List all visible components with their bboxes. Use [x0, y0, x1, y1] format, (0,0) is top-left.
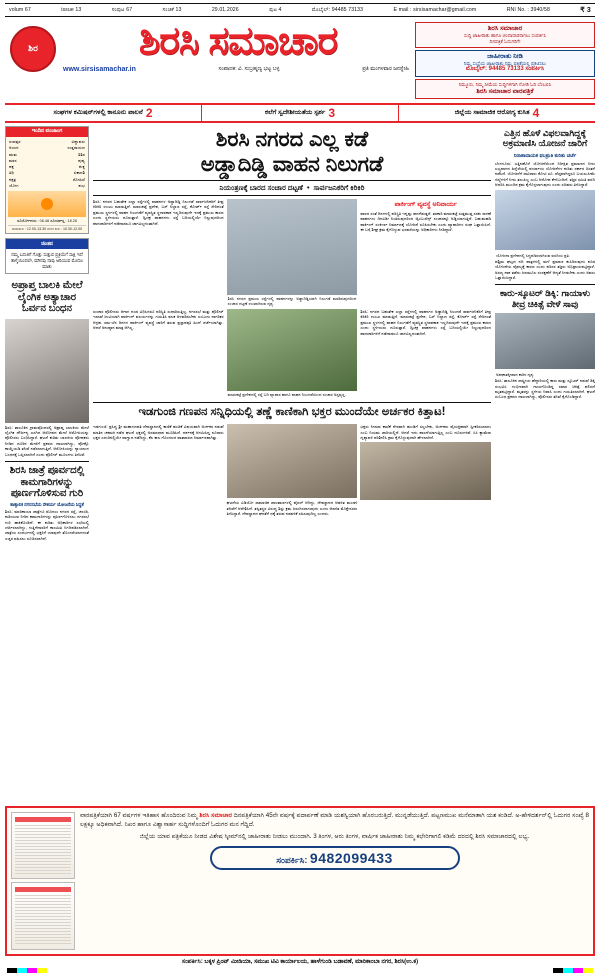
- lead-sub-red: ಪಾರ್ಕಿಂಗ್ ವ್ಯವಸ್ಥೆ ಅನಿವಾರ್ಯ: [394, 200, 457, 208]
- mid-story-col-3: [360, 424, 491, 516]
- lead-col-1: [93, 199, 224, 307]
- page-body: [5, 126, 595, 802]
- panchanga-key: ಸಂವತ್ಸರ: [9, 139, 21, 145]
- right-column: [495, 126, 595, 802]
- index-strip: [5, 103, 595, 123]
- right-story-1-body: ಬೆಂಗಳೂರು: ಎತ್ತಿನಹೊಳೆ ಯೋಜನೆಯಿಂದ ನಿರೀಕ್ಷಿತ ಪ್ರಮಾಣದ ನೀರು ಲಭ್ಯವಾಗದ ಹಿನ್ನೆಲೆಯಲ್ಲಿ ಪರ್ಯಾಯ ಯೋಜನೆಗಳ ಕುರಿತು ಸರ್ಕಾರ ಚಿಂತನೆ ನಡೆಸಿದೆ. ಯೋಜನೆಗೆ ಸಾವಿರಾರು ಕೋಟಿ ರೂ. ವೆಚ್ಚವಾಗಿದ್ದರೂ ಬಯಲುಸೀಮೆ ಜಿಲ್ಲೆಗಳಿಗೆ ನೀರು ತಲುಪಿಲ್ಲ ಎಂಬ ಆರೋಪ ಕೇಳಿಬಂದಿದೆ. ತಜ್ಞರ ಸಮಿತಿ ವರದಿ ಆಧರಿಸಿ ಮುಂದಿನ ಕ್ರಮ ಕೈಗೊಳ್ಳಲಾಗುವುದು ಎಂದು ಸಚಿವರು ತಿಳಿಸಿದ್ದಾರೆ.: [495, 160, 595, 188]
- volume-kn: ಸಂಪುಟ 67: [111, 6, 133, 13]
- mid-story-col-1-text: ಇಡಗುಂಜಿ: ಪ್ರಸಿದ್ಧ ಶ್ರೀ ಮಹಾಗಣಪತಿ ದೇವಸ್ಥಾನದಲ್ಲಿ ಕಾಣಿಕೆ ಹಂಚಿಕೆ ವಿಷಯವಾಗಿ ಅರ್ಚಕರ ನಡುವೆ ಮಾತಿನ ಚಕಮಕಿ ನಡೆದ ಘಟನೆ ಭಕ್ತರಲ್ಲಿ ಅಸಮಾಧಾನ ಮೂಡಿಸಿದೆ. ದರ್ಶನಕ್ಕೆ ಆಗಮಿಸಿದ್ದ ನೂರಾರು ಭಕ್ತರ ಎದುರಿನಲ್ಲಿಯೇ ವಾಗ್ವಾದ ನಡೆದಿದ್ದು, ಕೆಲ ಕಾಲ ಗೊಂದಲದ ವಾತಾವರಣ ನಿರ್ಮಾಣವಾಗಿತ್ತು.: [93, 424, 224, 440]
- bottom-ad-paragraph-1: [80, 812, 589, 830]
- bottom-ad-brand: ಶಿರಸಿ ಸಮಾಚಾರ: [199, 811, 233, 819]
- lead-col-3-text: ವಾರದ ಸಂತೆ ದಿನಗಳಲ್ಲಿ ಪರಿಸ್ಥಿತಿ ಇನ್ನಷ್ಟು ಹದಗೆಡುತ್ತದೆ. ತರಕಾರಿ ಮಾರುಕಟ್ಟೆ ಸುತ್ತಮುತ್ತ ಸರಕು ಸಾಗಣೆ ವಾಹನಗಳು ದಿನವಿಡೀ ನಿಂತಿರುವುದರಿಂದ ಆ್ಯಂಬುಲೆನ್ಸ್ ಸಂಚಾರಕ್ಕೂ ಅಡ್ಡಿಯಾಗುತ್ತಿದೆ. ಬಹುಮಹಡಿ ಪಾರ್ಕಿಂಗ್ ಸಂಕೀರ್ಣ ನಿರ್ಮಾಣಕ್ಕೆ ಯೋಜನೆ ರೂಪಿಸಬೇಕು ಎಂದು ವ್ಯಾಪಾರಿಗಳ ಸಂಘ ಒತ್ತಾಯಿಸಿದೆ. ಈ ಬಗ್ಗೆ ಶೀಘ್ರ ಕ್ರಮ ಕೈಗೊಳ್ಳುವ ಭರವಸೆಯನ್ನು ಅಧಿಕಾರಿಗಳು ನೀಡಿದ್ದಾರೆ.: [360, 210, 492, 233]
- masthead-ad-1-title: ಶಿರಸಿ ಸಮಾಚಾರ: [487, 25, 523, 32]
- editor-name: ಸಂಪಾದಕ: ವಿ. ಸುಬ್ರಹ್ಮಣ್ಯ ಭಟ್ಟ ಬಳ್ಳ: [218, 66, 280, 72]
- chinthana-quote: ನಮ್ಮ ಬದುಕಿಗೆ ಗೊತ್ತು ಸುತ್ತುವ ಪ್ರಕ್ರಿಯೆಗೆ ಸಾಕ್ಷಿ ಇದೆ ತಾಳ್ಮೆಯಿಂದಲೇ, ಮೌನವು ನಾವು ಅರಿಯುವ ಮೊದಲ ಮಾತು: [11, 252, 83, 270]
- lead-headline-line2: ಅಡ್ಡಾದಿಡ್ಡಿ ವಾಹನ ನಿಲುಗಡೆ: [200, 153, 384, 177]
- color-registration-swatch: [553, 968, 593, 973]
- index-item-2-page: 3: [328, 105, 335, 120]
- mid-story-headline: ಇಡಗುಂಜಿ ಗಣಪನ ಸನ್ನಿಧಿಯಲ್ಲಿ ತಣ್ಣೆ ಕಾಣಿಕಾಗಿ ಭಕ್ತರ ಮುಂದೆಯೇ ಅರ್ಚಕರ ಕಿತ್ತಾಟ!: [93, 402, 491, 422]
- panchanga-key: ಪಕ್ಷ: [9, 164, 14, 170]
- index-item-1-page: 2: [145, 105, 153, 120]
- publication-date: 29.01.2026: [211, 7, 239, 13]
- lead-subhead-right: ಸಾರ್ವಜನಿಕರಿಗೆ ಕಿರಿಕಿರಿ: [313, 182, 365, 192]
- chinthana-heading: ಚಿಂತನ: [6, 239, 88, 249]
- logo-block: [5, 20, 61, 72]
- masthead-topbar: [5, 3, 595, 17]
- masthead-ad-2-phone: ಮೊಬೈಲ್: 94485 73133 ಸಂಪರ್ಕಿಸಿ: [465, 66, 545, 73]
- panchanga-val: ರೋಹಿಣಿ: [72, 176, 85, 182]
- lead-photo-2: [227, 309, 358, 391]
- contact-badge[interactable]: [210, 846, 460, 870]
- right-story-2-headline: ಕಾರು-ಸ್ಕೂಟರ್ ಡಿಕ್ಕಿ: ಗಾಯಾಳು ತೀವ್ರ ಚಿಕಿತ್ಸೆ ವೇಳೆ ಸಾವು: [495, 284, 595, 311]
- panchanga-key: ತಿಥಿ: [9, 170, 14, 176]
- lead-photo-block: [227, 199, 358, 307]
- mini-paper-thumbnails: [11, 812, 75, 950]
- left-story-1-headline: ಅಪ್ರಾಪ್ತ ಬಾಲಕಿ ಮೇಲೆ ಲೈಂಗಿಕ ಅತ್ಯಾಚಾರ ಓರ್ವನ ಬಂಧನ: [11, 280, 83, 315]
- index-item-3[interactable]: [399, 105, 595, 121]
- mid-story-col-2: [227, 424, 358, 516]
- contact-email: E mail : sirsisamachar@gmail.com: [393, 7, 477, 13]
- left-story-1-photo: [5, 319, 89, 423]
- sunrise-sunset: ಸೂರ್ಯೋದಯ : 06.48 ಸೂರ್ಯಾಸ್ತ : 18.26: [16, 218, 78, 223]
- panchanga-val: ಶಿಶಿರ: [78, 151, 85, 157]
- right-story-1-caption: ಯೋಜನಾ ಪ್ರದೇಶದಲ್ಲಿ ಸಿದ್ಧಪಡಿಸಲಾಗಿರುವ ವರದಿಯ ಪ್ರತಿ.: [496, 252, 571, 258]
- contact-label: ಸಂಪರ್ಕಿಸಿ:: [276, 854, 308, 865]
- left-story-2-body: ಶಿರಸಿ: ಮಾರಿಕಾಂಬಾ ಜಾತ್ರೆಗೂ ಮೊದಲು ನಗರದ ರಸ್ತೆ, ಚರಂಡಿ, ಕುಡಿಯುವ ನೀರಿನ ಕಾಮಗಾರಿಗಳನ್ನು ಪೂರ್ಣಗೊಳಿಸಲು ನಗರಸಭೆ ಗುರಿ ಹಾಕಿಕೊಂಡಿದೆ. ಈ ಕುರಿತು ಅಧಿಕಾರಿಗಳ ಸಭೆಯಲ್ಲಿ ಚರ್ಚಿಸಲಾಗಿದ್ದು, ಗುತ್ತಿಗೆದಾರರಿಗೆ ಕಾಲಮಿತಿ ನಿಗದಿಪಡಿಸಲಾಗಿದೆ. ಜಾತ್ರೆಯ ಸಂದರ್ಭದಲ್ಲಿ ಭಕ್ತರಿಗೆ ಯಾವುದೇ ತೊಂದರೆಯಾಗದಂತೆ ಎಚ್ಚರ ವಹಿಸಲು ಸೂಚಿಸಲಾಗಿದೆ.: [5, 508, 89, 541]
- index-item-1[interactable]: [5, 105, 202, 121]
- panchanga-body: [6, 137, 88, 233]
- panchanga-heading: ಇಂದಿನ ಪಂಚಾಂಗ: [6, 127, 88, 137]
- mini-paper-thumb: [11, 812, 75, 880]
- panchanga-val: ಶುಭ: [78, 182, 85, 188]
- contact-mobile: ಮೊಬೈಲ್: 94485 73133: [311, 6, 364, 13]
- cover-price: ₹ 3: [580, 7, 591, 14]
- lead-col-2: [93, 309, 224, 398]
- mid-story-photo: [227, 424, 358, 498]
- right-story-2-photo: [495, 313, 595, 369]
- masthead-ad-3-line2: ಶಿರಸಿ ಸಮಾಚಾರ ವಾರಪತ್ರಿಕೆ: [476, 87, 534, 95]
- mid-story-col-3-text: ಭಕ್ತರು ನೀಡುವ ಕಾಣಿಕೆ ನೇರವಾಗಿ ಹುಂಡಿಗೆ ಸಲ್ಲಬೇಕು, ಅರ್ಚಕರು ವೈಯಕ್ತಿಕವಾಗಿ ಸ್ವೀಕರಿಸಬಾರದು ಎಂಬ ನಿಯಮ ಜಾರಿಯಲ್ಲಿದೆ. ಆದರೆ ಇದು ಪಾಲನೆಯಾಗುತ್ತಿಲ್ಲ ಎಂಬ ದೂರುಗಳಿವೆ. ಸಿಸಿ ಕ್ಯಾಮೆರಾ ದೃಶ್ಯಾವಳಿ ಪರಿಶೀಲಿಸಿ ಕ್ರಮ ಕೈಗೊಳ್ಳುವುದಾಗಿ ಹೇಳಲಾಗಿದೆ.: [360, 424, 492, 440]
- right-story-1-headline: ಎತ್ತಿನ ಹೊಳೆ ವಿಫಲವಾಗಿದ್ದಕ್ಕೆ ಅಕ್ರಮಾಣಿಸಿ ಯೋಜನೆ ಜಾರಿಗೆ: [502, 127, 588, 149]
- mid-story-photo-2: [360, 442, 491, 500]
- bottom-advertisement[interactable]: [5, 806, 595, 956]
- lead-photo2-block: [227, 309, 358, 398]
- lead-col-1-text: ಶಿರಸಿ: ನಗರದ ಬಹುತೇಕ ಎಲ್ಲಾ ರಸ್ತೆಗಳಲ್ಲಿ ವಾಹನಗಳ ಅಡ್ಡಾದಿಡ್ಡಿ ನಿಲುಗಡೆ ಸಾರ್ವಜನಿಕರಿಗೆ ತೀವ್ರ ಕಿರಿಕಿರಿ ಉಂಟು ಮಾಡುತ್ತಿದೆ. ಮಾರುಕಟ್ಟೆ ಪ್ರದೇಶ, ಬಸ್ ನಿಲ್ದಾಣ ರಸ್ತೆ, ಕೋರ್ಟ್ ರಸ್ತೆ ಸೇರಿದಂತೆ ಪ್ರಮುಖ ಸ್ಥಳಗಳಲ್ಲಿ ವಾಹನ ನಿಲುಗಡೆಗೆ ವ್ಯವಸ್ಥಿತ ಸ್ಥಳಾವಕಾಶ ಇಲ್ಲದಿರುವುದೇ ಇದಕ್ಕೆ ಪ್ರಮುಖ ಕಾರಣ ಎಂದು ಸ್ಥಳೀಯರು ದೂರುತ್ತಾರೆ. ದ್ವಿಚಕ್ರ ವಾಹನಗಳು ರಸ್ತೆ ಬದಿಯಲ್ಲಿಯೇ ನಿಲ್ಲುವುದರಿಂದ ಪಾದಚಾರಿಗಳಿಗೆ ನಡೆದಾಡಲೂ ಜಾಗವಿಲ್ಲದಂತಾಗಿದೆ.: [93, 198, 224, 226]
- masthead-ad-2-title: ಜಾಹೀರಾತು ನೀಡಿ: [487, 52, 523, 60]
- contact-phone-number: 9482099433: [309, 849, 393, 866]
- masthead-ad-1-line1: ಸುದ್ದಿ ಜಾಹೀರಾತು ಹಾಗೂ ಚಂದಾದಾರರಾಗಲು ಸಂಪರ್ಕಿಸಿ: [464, 33, 546, 39]
- index-item-1-label: ಸಂಘಗಳ ಕಮಿಷನ್‌ಗಳಲ್ಲಿ ಕಾನೂನು ಪಾಲನೆ: [53, 108, 143, 116]
- issue-kn: ಸಂಚಿಕೆ 13: [162, 6, 182, 13]
- panchanga-key: ಯೋಗ: [9, 182, 19, 188]
- right-story-1-subhead: ನಿರಾಶಾದಾಯಕ ಫಲಶ್ರುತಿ ಕುರಿತು ಚರ್ಚೆ: [513, 152, 577, 159]
- panchanga-key: ಮಾಸ: [9, 157, 17, 163]
- issue-en: issue 13: [61, 7, 82, 13]
- sun-illustration: [8, 191, 86, 217]
- masthead-ad-1-line2: ದಿನಪತ್ರಿಕೆ ಓದುಗರಿಗೆ!: [489, 38, 521, 44]
- panchanga-row: [8, 182, 86, 188]
- index-item-2[interactable]: [202, 105, 399, 121]
- panchanga-val: ಶುಕ್ಲ: [78, 164, 85, 170]
- lead-photo-caption: ಶಿರಸಿ ನಗರದ ಪ್ರಮುಖ ರಸ್ತೆಗಳಲ್ಲಿ ವಾಹನಗಳನ್ನು ಅಡ್ಡಾದಿಡ್ಡಿಯಾಗಿ ನಿಲುಗಡೆ ಮಾಡಿರುವುದರಿಂದ ಸಂಚಾರ ದಟ್ಟಣೆ ಉಂಟಾಗಿರುವ ದೃಶ್ಯ.: [227, 295, 357, 306]
- lead-col-3b-text: ಶಿರಸಿ: ನಗರದ ಬಹುತೇಕ ಎಲ್ಲಾ ರಸ್ತೆಗಳಲ್ಲಿ ವಾಹನಗಳ ಅಡ್ಡಾದಿಡ್ಡಿ ನಿಲುಗಡೆ ಸಾರ್ವಜನಿಕರಿಗೆ ತೀವ್ರ ಕಿರಿಕಿರಿ ಉಂಟು ಮಾಡುತ್ತಿದೆ. ಮಾರುಕಟ್ಟೆ ಪ್ರದೇಶ, ಬಸ್ ನಿಲ್ದಾಣ ರಸ್ತೆ, ಕೋರ್ಟ್ ರಸ್ತೆ ಸೇರಿದಂತೆ ಪ್ರಮುಖ ಸ್ಥಳಗಳಲ್ಲಿ ವಾಹನ ನಿಲುಗಡೆಗೆ ವ್ಯವಸ್ಥಿತ ಸ್ಥಳಾವಕಾಶ ಇಲ್ಲದಿರುವುದೇ ಇದಕ್ಕೆ ಪ್ರಮುಖ ಕಾರಣ ಎಂದು ಸ್ಥಳೀಯರು ದೂರುತ್ತಾರೆ. ದ್ವಿಚಕ್ರ ವಾಹನಗಳು ರಸ್ತೆ ಬದಿಯಲ್ಲಿಯೇ ನಿಲ್ಲುವುದರಿಂದ ಪಾದಚಾರಿಗಳಿಗೆ ನಡೆದಾಡಲೂ ಜಾಗವಿಲ್ಲದಂತಾಗಿದೆ.: [360, 308, 492, 336]
- tagline: ಪ್ರತಿ ಮಂಗಳವಾರ ಜನಸ್ನೇಹಿ: [362, 66, 409, 72]
- panchanga-val: ವಿಶ್ವಾವಸು: [71, 139, 85, 145]
- masthead-ad-2[interactable]: [415, 50, 595, 77]
- left-story-2-headline: ಶಿರಸಿ ಜಾತ್ರೆ ಪೂರ್ವದಲ್ಲಿ ಕಾಮಗಾರಿಗಳನ್ನು ಪೂರ್ಣಗೊಳಿಸುವ ಗುರಿ: [5, 461, 89, 502]
- left-column: [5, 126, 89, 802]
- lead-photo: [227, 199, 358, 295]
- lead-col-3: [360, 199, 491, 307]
- mid-story-col-1: [93, 424, 224, 516]
- index-item-3-page: 4: [532, 105, 540, 120]
- mini-paper-thumb: [11, 882, 75, 950]
- left-story-2-subline: ತಾತ್ಕಾಲಿಕ ನಗರಸಭೆಯ ಸೌಕರ್ಯ ಯೋಜನೆಯ ಸಿದ್ಧತೆ: [10, 501, 84, 507]
- page-footer-strip: [5, 966, 595, 973]
- right-story-1-photo: [495, 190, 595, 250]
- lead-col-2-text: ಸಂಚಾರ ಪೊಲೀಸರು ಆಗಾಗ ದಂಡ ವಿಧಿಸಿದರೂ ಪರಿಸ್ಥಿತಿ ಸುಧಾರಿಸುತ್ತಿಲ್ಲ. ನಗರಸಭೆ ಮತ್ತು ಪೊಲೀಸ್ ಇಲಾಖೆ ಜಂಟಿಯಾಗಿ ಪಾರ್ಕಿಂಗ್ ವಲಯಗಳನ್ನು ಗುರುತಿಸಿ ಫಲಕ ಅಳವಡಿಸಬೇಕು ಎಂಬುದು ನಾಗರಿಕರ ಆಗ್ರಹ. ಸಮ-ಬೆಸ ದಿನಗಳ ಪಾರ್ಕಿಂಗ್ ವ್ಯವಸ್ಥೆ ಜಾರಿಗೆ ತರುವ ಪ್ರಸ್ತಾಪವೂ ಹಿಂದೆ ಚರ್ಚೆಯಾಗಿತ್ತು. ಆದರೆ ಅನುಷ್ಠಾನ ಮಾತ್ರ ಆಗಿಲ್ಲ.: [93, 308, 224, 331]
- index-item-3-label: ಜಿಲ್ಲೆಯ ಸಾಮಾಜಿಕ ಆರೋಗ್ಯ ಕುಸಿತ: [454, 108, 530, 116]
- panchanga-key: ನಕ್ಷತ್ರ: [9, 176, 16, 182]
- rni-number: RNI No. : 3940/58: [506, 7, 550, 13]
- lead-col-3b: [360, 309, 491, 398]
- lead-subhead-left: ನಿಯಂತ್ರಣಕ್ಕೆ ಬಾರದ ಸಂಚಾರ ದಟ್ಟಣೆ: [219, 182, 303, 192]
- lead-subhead-bar: ನಿಯಂತ್ರಣಕ್ಕೆ ಬಾರದ ಸಂಚಾರ ದಟ್ಟಣೆ • ಸಾರ್ವಜನಿಕರಿಗೆ ಕಿರಿಕಿರಿ: [93, 180, 491, 196]
- panchanga-val: ಪುಷ್ಯ: [78, 157, 85, 163]
- mid-story-col-2-text: ಘಟನೆಯ ವಿಡಿಯೋ ಸಾಮಾಜಿಕ ಜಾಲತಾಣಗಳಲ್ಲಿ ವೈರಲ್ ಆಗಿದ್ದು, ದೇವಸ್ಥಾನದ ಆಡಳಿತ ಮಂಡಳಿ ತನಿಖೆಗೆ ಆದೇಶಿಸಿದೆ. ತಪ್ಪಿತಸ್ಥರ ವಿರುದ್ಧ ಶಿಸ್ತು ಕ್ರಮ ಜರುಗಿಸಲಾಗುವುದು ಎಂದು ಆಡಳಿತ ಮೊಕ್ತೇಸರರು ತಿಳಿಸಿದ್ದಾರೆ. ದೇವಸ್ಥಾನದ ಘನತೆಗೆ ಧಕ್ಕೆ ತರುವ ನಡವಳಿಕೆ ಸಹಿಸುವುದಿಲ್ಲ ಎಂದರು.: [226, 500, 358, 516]
- panchanga-key: ಅಯನ: [9, 145, 19, 151]
- index-item-2-label: ಕಲೆಗೆ ಸ್ವದೇಶೀಯತೆಯ ಸ್ಪರ್ಶ: [264, 108, 326, 116]
- rahukala: ರಾಹುಕಾಲ : 12.00-13.30 ಗುಳಿಕ ಕಾಲ : 10.30-12.00: [8, 225, 86, 232]
- volume-en: volum 67: [9, 7, 31, 13]
- right-story-1-body-2: ಪಶ್ಚಿಮ ಘಟ್ಟದ ನದಿ ಪಾತ್ರಗಳಲ್ಲಿ ಮಳೆ ಪ್ರಮಾಣ ಕುಸಿದಿರುವುದು ಕೂಡ ಯೋಜನೆಯ ವೈಫಲ್ಯಕ್ಕೆ ಕಾರಣ ಎಂದು ಪರಿಸರ ತಜ್ಞರು ಅಭಿಪ್ರಾಯಪಟ್ಟಿದ್ದಾರೆ. ಅರಣ್ಯ ನಾಶ ತಡೆದು ಜಲಮೂಲ ಸಂರಕ್ಷಣೆಗೆ ಆದ್ಯತೆ ನೀಡಬೇಕು ಎಂದು ಅವರು ಒತ್ತಾಯಿಸಿದ್ದಾರೆ.: [495, 258, 595, 280]
- panchanga-val: ಏಕಾದಶಿ: [73, 170, 85, 176]
- color-registration-swatch: [7, 968, 47, 973]
- bottom-ad-paragraph-2: ಜಿಲ್ಲೆಯ ಯಾವ ಪತ್ರಿಕೆಯೂ ನೀಡದ ವಿಶೇಷ ಸ್ಕೀಮ್‌ನಲ್ಲಿ ಜಾಹೀರಾತು ನೀಡಲು ಮುಂದಾಗಿ. 3 ತಿಂಗಳ, ಆರು ತಿಂಗಳ, ವಾರ್ಷಿಕ ಜಾಹೀರಾತು ನಿಮ್ಮ ಕಛೇರಿಗಾಗಲಿ ಕಡಿಮೆ ದರದಲ್ಲಿ ಶಿರಸಿ ಸಮಾಚಾರದಲ್ಲಿ ಲಭ್ಯ.: [139, 832, 530, 840]
- publisher-footer: ಸಂಪರ್ಕಿಸಿ: ಬಕ್ಕಳ ಪ್ರಿಂಟ್ ಮೀಡಿಯಾ, ಸಮುಖ ಟಿವಿ ಕಾರ್ಯಾಲಯ, ಹಾಳೆಗುಂಡಿ ಬಡಾವಣೆ, ಮಾರಿಕಾಂಬಾ ನಗರ, ಶಿರಸಿ(ಉ.ಕ): [181, 958, 419, 965]
- page-count: ಪುಟ 4: [269, 6, 282, 13]
- newspaper-title: ಶಿರಸಿ ಸಮಾಚಾರ: [138, 20, 338, 63]
- middle-column: [93, 126, 491, 802]
- right-story-2-body: ಶಿರಸಿ: ತಾಲೂಕಿನ ರಾಷ್ಟ್ರೀಯ ಹೆದ್ದಾರಿಯಲ್ಲಿ ಕಾರು ಮತ್ತು ಸ್ಕೂಟರ್ ನಡುವೆ ಡಿಕ್ಕಿ ಸಂಭವಿಸಿ ಗಂಭೀರವಾಗಿ ಗಾಯಗೊಂಡಿದ್ದ ಸವಾರ ಚಿಕಿತ್ಸೆ ಫಲಿಸದೆ ಮೃತಪಟ್ಟಿದ್ದಾರೆ. ಮೃತರನ್ನು ಸ್ಥಳೀಯ ನಿವಾಸಿ ಎಂದು ಗುರುತಿಸಲಾಗಿದೆ. ಘಟನೆ ಸಂಬಂಧ ಪ್ರಕರಣ ದಾಖಲಾಗಿದ್ದು, ಪೊಲೀಸರು ತನಿಖೆ ಕೈಗೊಂಡಿದ್ದಾರೆ.: [495, 378, 595, 400]
- left-story-1-body: ಶಿರಸಿ: ತಾಲೂಕಿನ ಗ್ರಾಮವೊಂದರಲ್ಲಿ ಅಪ್ರಾಪ್ತ ಬಾಲಕಿಯ ಮೇಲೆ ಲೈಂಗಿಕ ದೌರ್ಜನ್ಯ ಎಸಗಿದ ಆರೋಪದ ಮೇಲೆ ಆರೋಪಿಯನ್ನು ಪೊಲೀಸರು ಬಂಧಿಸಿದ್ದಾರೆ. ಘಟನೆ ಕುರಿತು ಬಾಲಕಿಯ ಪೋಷಕರು ನೀಡಿದ ದೂರಿನ ಮೇರೆಗೆ ಪ್ರಕರಣ ದಾಖಲಾಗಿದ್ದು, ಪೋಕ್ಸೊ ಕಾಯ್ದೆಯಡಿ ತನಿಖೆ ನಡೆಸಲಾಗುತ್ತಿದೆ. ಆರೋಪಿಯನ್ನು ನ್ಯಾಯಾಂಗ ಬಂಧನಕ್ಕೆ ಒಪ್ಪಿಸಲಾಗಿದೆ ಎಂದು ಪೊಲೀಸ್ ಮೂಲಗಳು ತಿಳಿಸಿವೆ.: [5, 424, 89, 457]
- panchanga-panel: [5, 126, 89, 234]
- chinthana-panel: [5, 238, 89, 274]
- panchanga-val: ಉತ್ತರಾಯಣ: [67, 145, 85, 151]
- panchanga-key: ಋತು: [9, 151, 18, 157]
- masthead-ad-3-line1: ನಿಮ್ಮೂರು, ನಿಮ್ಮ ಸೀಮೆಯ ಸುದ್ದಿಗಳಿಗಾಗಿ ನೋಡಿ ಓದಿ ಬೆಂಬಲಿಸಿ: [458, 81, 552, 87]
- website-link[interactable]: www.sirsisamachar.in: [63, 66, 136, 73]
- masthead-ad-2-line1: ನಿಮ್ಮ ಸಂಸ್ಥೆಯ ಜಾಹೀರಾತು ನಮ್ಮ ಪತ್ರಿಕೆಯಲ್ಲಿ ಪ್ರಕಟಿಸಲು: [463, 60, 547, 66]
- bottom-ad-text-2: ದಿನಪತ್ರಿಕೆಯಾಗಿ 45ನೇ ವರ್ಷಕ್ಕೆ ಪದಾರ್ಪಣೆ ಮಾಡಿ ಯಶಸ್ವಿಯಾಗಿ ಹೊರಬರುತ್ತಿದೆ. ಮುನ್ನಡೆಯುತ್ತಿದೆ. ಪಟ್ಟಣಮುಖ ಮನೆಮಾತಾಗಿ ಯಶ ಕಂಡಿದೆ. ಅ-ಹೇಳಿದರ್ಶನ್‌ಲ್ಲಿ ಓದುಗರ ಸಂಖ್ಯೆ 8 ಲಕ್ಷಕ್ಕೂ ಅಧಿಕವಾಗಿದೆ. ನಿಖರ ಹಾಗೂ ವಿಶ್ವಾಸಾರ್ಹ ಸುದ್ದಿಗಳೊಂದಿಗೆ ಓದುಗರ ಮನ ಗೆದ್ದಿದೆ.: [80, 811, 589, 828]
- right-story-2-caption: ಅಪಘಾತಕ್ಕೀಡಾದ ಕಾರಿನ ದೃಶ್ಯ.: [496, 372, 535, 378]
- lead-headline-line1: ಶಿರಸಿ ನಗರದ ಎಲ್ಲ ಕಡೆ: [215, 127, 369, 151]
- title-block: [61, 20, 415, 73]
- bottom-ad-text-1: ವಾರಪತ್ರಿಕೆಯಾಗಿ 67 ವರ್ಷಗಳ ಇತಿಹಾಸ ಹೊಂದಿರುವ ನಿಮ್ಮ: [80, 811, 198, 819]
- newspaper-logo-icon: ಶಿರ: [10, 26, 56, 72]
- masthead: [5, 17, 595, 99]
- masthead-ad-1[interactable]: [415, 22, 595, 48]
- masthead-ad-3[interactable]: [415, 79, 595, 99]
- masthead-ads: [415, 20, 595, 99]
- lead-photo-2-caption: ಮಾರುಕಟ್ಟೆ ಪ್ರದೇಶದಲ್ಲಿ ರಸ್ತೆ ಬದಿ ವ್ಯಾಪಾರ ಹಾಗೂ ವಾಹನ ನಿಲುಗಡೆಯಿಂದ ಸಂಚಾರ ಅಸ್ತವ್ಯಸ್ತ.: [227, 391, 346, 397]
